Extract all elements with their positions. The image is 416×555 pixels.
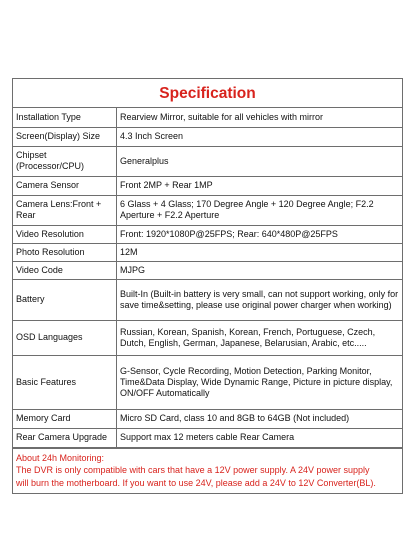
- spec-label: OSD Languages: [13, 320, 117, 355]
- spec-row: [13, 261, 402, 279]
- spec-sheet: [12, 78, 403, 494]
- spec-row: [13, 127, 402, 146]
- spec-row: [13, 279, 402, 320]
- spec-label: Camera Sensor: [13, 176, 117, 195]
- spec-row: [13, 355, 402, 409]
- spec-row: [13, 428, 402, 447]
- spec-label: Screen(Display) Size: [13, 127, 117, 146]
- spec-row: [13, 108, 402, 127]
- spec-row: [13, 320, 402, 355]
- spec-row: [13, 176, 402, 195]
- spec-value: Russian, Korean, Spanish, Korean, French, Portuguese, Czech, Dutch, English, German, Japanese, Belarusian, Arabic, etc.....: [117, 320, 403, 355]
- spec-label: Video Resolution: [13, 225, 117, 243]
- spec-value: 6 Glass + 4 Glass; 170 Degree Angle + 120 Degree Angle; F2.2 Aperture + F2.2 Aperture: [117, 195, 403, 225]
- spec-label: Basic Features: [13, 355, 117, 409]
- spec-value: Built-In (Built-in battery is very small, can not support working, only for save time&setting, please use original power charger when working): [117, 279, 403, 320]
- spec-row: [13, 243, 402, 261]
- spec-row: [13, 146, 402, 176]
- spec-value: G-Sensor, Cycle Recording, Motion Detection, Parking Monitor, Time&Data Display, Wide Dynamic Range, Picture in picture display, ON/OFF Automatically: [117, 355, 403, 409]
- spec-value: Front 2MP + Rear 1MP: [117, 176, 403, 195]
- spec-value: Micro SD Card, class 10 and 8GB to 64GB (Not included): [117, 409, 403, 428]
- spec-label: Battery: [13, 279, 117, 320]
- spec-value: Rearview Mirror, suitable for all vehicles with mirror: [117, 108, 403, 127]
- spec-value: Support max 12 meters cable Rear Camera: [117, 428, 403, 447]
- spec-value: Generalplus: [117, 146, 403, 176]
- spec-label: Memory Card: [13, 409, 117, 428]
- spec-value: MJPG: [117, 261, 403, 279]
- spec-label: Chipset (Processor/CPU): [13, 146, 117, 176]
- spec-label: Rear Camera Upgrade: [13, 428, 117, 447]
- spec-row: [13, 195, 402, 225]
- spec-row: [13, 409, 402, 428]
- spec-label: Camera Lens:Front + Rear: [13, 195, 117, 225]
- spec-table: [13, 108, 402, 448]
- spec-value: 4.3 Inch Screen: [117, 127, 403, 146]
- spec-value: 12M: [117, 243, 403, 261]
- spec-label: Video Code: [13, 261, 117, 279]
- note-line-2: will burn the motherboard. If you want to use 24V, please add a 24V to 12V Converter(BL).: [16, 477, 376, 488]
- monitoring-note: [13, 448, 402, 494]
- note-line-1: The DVR is only compatible with cars that have a 12V power supply. A 24V power supply: [16, 465, 370, 475]
- note-heading: About 24h Monitoring:: [16, 452, 105, 463]
- spec-table-body: [13, 108, 402, 447]
- spec-value: Front: 1920*1080P@25FPS; Rear: 640*480P@25FPS: [117, 225, 403, 243]
- spec-title: Specification: [13, 79, 402, 108]
- spec-label: Photo Resolution: [13, 243, 117, 261]
- spec-label: Installation Type: [13, 108, 117, 127]
- spec-row: [13, 225, 402, 243]
